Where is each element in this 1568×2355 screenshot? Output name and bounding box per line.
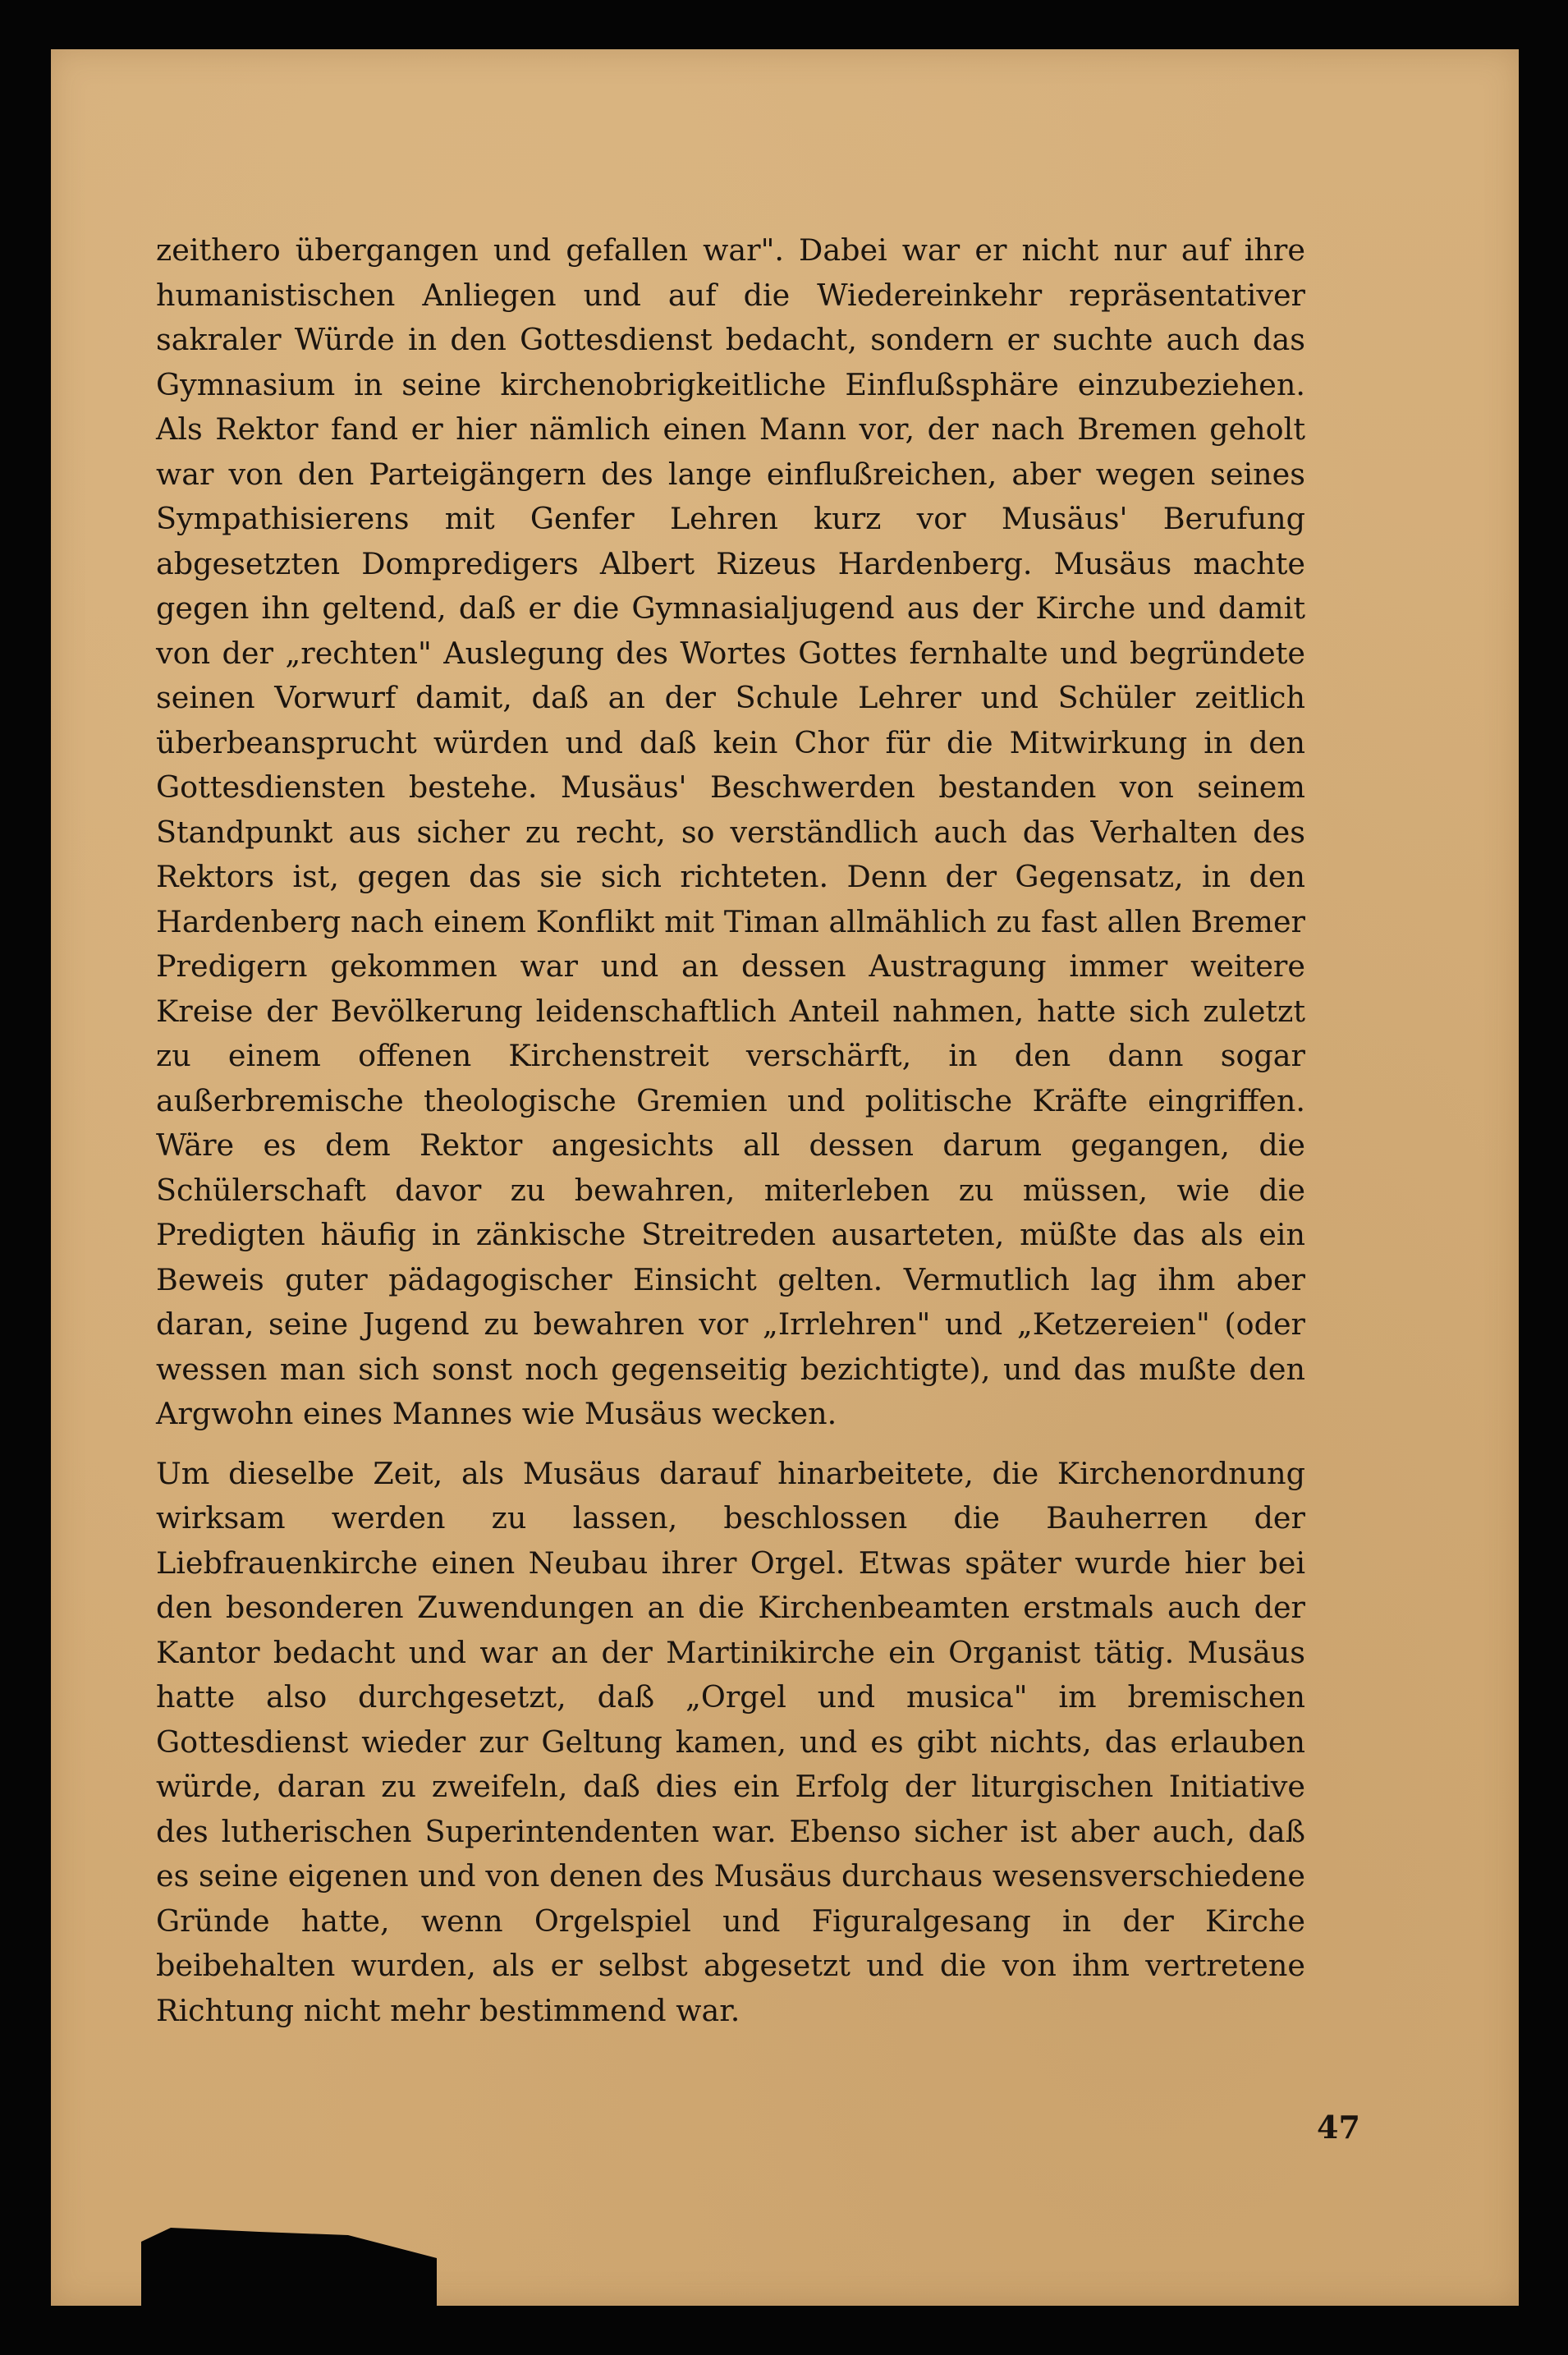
paragraph-1: zeithero übergangen und gefallen war". Dabei war er nicht nur auf ihre humanistischen Anliegen und auf die Wiedereinkehr repräsentativer sakraler Würde in den Gottesdienst bedacht, sondern er suchte auch das Gymnasium in seine kirchenobrigkeitliche Einflußsphäre einzubeziehen. Als Rektor fand er hier nämlich einen Mann vor, der nach Bremen geholt war von den Parteigängern des lange einflußreichen, aber wegen seines Sympathisierens mit Genfer Lehren kurz vor Musäus' Berufung abgesetzten Dompredigers Albert Rizeus Hardenberg. Musäus machte gegen ihn geltend, daß er die Gymnasialjugend aus der Kirche und damit von der „rechten" Auslegung des Wortes Gottes fernhalte und begründete seinen Vorwurf damit, daß an der Schule Lehrer und Schüler zeitlich überbeansprucht würden und daß kein Chor für die Mitwirkung in den Gottesdiensten bestehe. Musäus' Beschwerden bestanden von seinem Standpunkt aus sicher zu recht, so verständlich auch das Verhalten des Rektors ist, gegen das sie sich richteten. Denn der Gegensatz, in den Hardenberg nach einem Konflikt mit Timan allmählich zu fast allen Bremer Predigern gekommen war und an dessen Austragung immer weitere Kreise der Bevölkerung leidenschaftlich Anteil nahmen, hatte sich zuletzt zu einem offenen Kirchenstreit verschärft, in den dann sogar außerbremische theologische Gremien und politische Kräfte eingriffen. Wäre es dem Rektor angesichts all dessen darum gegangen, die Schülerschaft davor zu bewahren, miterleben zu müssen, wie die Predigten häufig in zänkische Streitreden ausarteten, müßte das als ein Beweis guter pädagogischer Einsicht gelten. Vermutlich lag ihm aber daran, seine Jugend zu bewahren vor „Irrlehren" und „Ketzereien" (oder wessen man sich sonst noch gegenseitig bezichtigte), und das mußte den Argwohn eines Mannes wie Musäus wecken. bbox=[156, 232, 1305, 1431]
body-text bbox=[156, 228, 1305, 2033]
paragraph-2: Um dieselbe Zeit, als Musäus darauf hinarbeitete, die Kirchenordnung wirksam werden zu lassen, beschlossen die Bauherren der Liebfrauenkirche einen Neubau ihrer Orgel. Etwas später wurde hier bei den besonderen Zuwendungen an die Kirchenbeamten erstmals auch der Kantor bedacht und war an der Martinikirche ein Organist tätig. Musäus hatte also durchgesetzt, daß „Orgel und musica" im bremischen Gottesdienst wieder zur Geltung kamen, und es gibt nichts, das erlauben würde, daran zu zweifeln, daß dies ein Erfolg der liturgischen Initiative des lutherischen Superintendenten war. Ebenso sicher ist aber auch, daß es seine eigenen und von denen des Musäus durchaus wesensverschiedene Gründe hatte, wenn Orgelspiel und Figuralgesang in der Kirche beibehalten wurden, als er selbst abgesetzt und die von ihm vertretene Richtung nicht mehr bestimmend war. bbox=[156, 1455, 1305, 2028]
page-number: 47 bbox=[1317, 2109, 1360, 2146]
torn-corner bbox=[141, 2224, 437, 2306]
book-page bbox=[51, 49, 1519, 2306]
